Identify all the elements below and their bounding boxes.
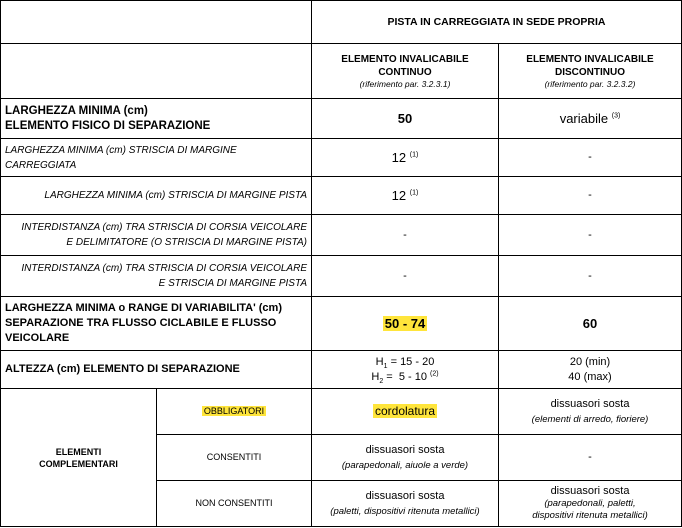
- row-value-col2: -: [499, 139, 682, 177]
- value-line1: dissuasori sosta: [550, 485, 630, 497]
- row-label-line1: LARGHEZZA MINIMA (cm): [5, 104, 148, 117]
- header-empty-cell: [1, 1, 312, 44]
- col2-title-line2: DISCONTINUO: [555, 66, 625, 78]
- value-line2: (paletti, dispositivi ritenuta metallici): [330, 505, 480, 517]
- row-value-col2: 60: [499, 297, 682, 351]
- table-row: [1, 256, 682, 297]
- h2-value: [316, 370, 494, 385]
- header-row-columns: [1, 44, 682, 99]
- row-label: ALTEZZA (cm) ELEMENTO DI SEPARAZIONE: [1, 351, 312, 389]
- value-line2: (parapedonali, aiuole a verde): [341, 459, 469, 471]
- h2-range: = 5 - 10: [383, 370, 431, 383]
- table-row: [1, 215, 682, 256]
- row-label-line1: INTERDISTANZA (cm) TRA STRISCIA DI CORSIA VEICOLARE: [21, 263, 307, 274]
- value-line1: dissuasori sosta: [365, 443, 445, 456]
- h1-value: [316, 355, 494, 370]
- row-label: LARGHEZZA MINIMA (cm) STRISCIA DI MARGINE PISTA: [1, 177, 312, 215]
- group-label-line2: COMPLEMENTARI: [39, 458, 118, 469]
- highlighted-label: OBBLIGATORI: [203, 406, 265, 416]
- obbligatori-col1: [312, 389, 499, 435]
- row-label: [1, 297, 312, 351]
- row-value-col1: 50: [312, 99, 499, 139]
- row-value-col1: [312, 297, 499, 351]
- row-label-line2: E DELIMITATORE (O STRISCIA DI MARGINE PISTA): [66, 237, 307, 248]
- row-label-line2: ELEMENTO FISICO DI SEPARAZIONE: [5, 119, 211, 132]
- value-line3: dispositivi ritenuta metallici): [532, 510, 648, 521]
- value-line2: (parapedonali, paletti,: [544, 498, 636, 509]
- row-value-col2: [499, 351, 682, 389]
- row-value-col1: -: [312, 215, 499, 256]
- table-row: [1, 139, 682, 177]
- consentiti-label: CONSENTITI: [157, 435, 312, 481]
- non-consentiti-col1: [312, 481, 499, 527]
- col1-title: ELEMENTO INVALICABILE CONTINUO: [341, 53, 469, 78]
- row-value-col1: [312, 351, 499, 389]
- highlighted-value: 50 - 74: [384, 316, 426, 331]
- col1-ref: (riferimento par. 3.2.3.1): [359, 78, 451, 89]
- value-line1: dissuasori sosta: [365, 489, 445, 502]
- row-label-line1: LARGHEZZA MINIMA o RANGE DI VARIABILITA' (cm): [5, 302, 282, 314]
- h1-subscript: 1: [383, 362, 388, 370]
- value-line2: 40 (max): [568, 370, 612, 383]
- row-value-col1: [312, 177, 499, 215]
- value-line1: dissuasori sosta: [550, 397, 630, 410]
- value-line2: (elementi di arredo, fioriere): [531, 413, 649, 425]
- h1-letter: H: [375, 355, 384, 368]
- table-row: [1, 389, 682, 435]
- row-value-col2: -: [499, 177, 682, 215]
- row-value-col2: [499, 99, 682, 139]
- value-line1: 20 (min): [569, 355, 611, 368]
- row-value-col2: -: [499, 256, 682, 297]
- h2-subscript: 2: [379, 377, 384, 385]
- row-value-col2: -: [499, 215, 682, 256]
- non-consentiti-label: NON CONSENTITI: [157, 481, 312, 527]
- value-text: 12: [391, 188, 407, 203]
- table-row: [1, 297, 682, 351]
- row-label: [1, 99, 312, 139]
- footnote-ref: (3): [611, 112, 621, 120]
- footnote-ref: (1): [409, 151, 419, 159]
- value-text: variabile: [559, 111, 609, 126]
- col2-title-line1: ELEMENTO INVALICABILE: [526, 53, 654, 65]
- row-label-line2: SEPARAZIONE TRA FLUSSO CICLABILE E FLUSSO VEICOLARE: [5, 317, 277, 344]
- row-label: LARGHEZZA MINIMA (cm) STRISCIA DI MARGINE CARREGGIATA: [1, 139, 312, 177]
- complementari-group-label: [1, 389, 157, 527]
- obbligatori-label: [157, 389, 312, 435]
- consentiti-col2: -: [499, 435, 682, 481]
- group-title: PISTA IN CARREGGIATA IN SEDE PROPRIA: [312, 1, 682, 44]
- highlighted-value: cordolatura: [374, 404, 436, 418]
- value-text: 12: [391, 150, 407, 165]
- table-row: [1, 351, 682, 389]
- header-empty-cell-2: [1, 44, 312, 99]
- header-row-group: [1, 1, 682, 44]
- row-value-col1: [312, 139, 499, 177]
- row-label-line2: E STRISCIA DI MARGINE PISTA: [158, 278, 307, 289]
- obbligatori-col2: [499, 389, 682, 435]
- col1-header: [312, 44, 499, 99]
- group-label-line1: ELEMENTI: [55, 446, 102, 457]
- footnote-ref: (1): [409, 189, 419, 197]
- col2-ref: (riferimento par. 3.2.3.2): [544, 78, 636, 89]
- row-label: [1, 256, 312, 297]
- table-row: [1, 99, 682, 139]
- table-row: [1, 177, 682, 215]
- footnote-ref: (2): [430, 369, 439, 377]
- non-consentiti-col2: [499, 481, 682, 527]
- h2-letter: H: [371, 370, 380, 383]
- col2-header: [499, 44, 682, 99]
- row-value-col1: -: [312, 256, 499, 297]
- h1-range: = 15 - 20: [387, 355, 435, 368]
- row-label: [1, 215, 312, 256]
- consentiti-col1: [312, 435, 499, 481]
- row-label-line1: INTERDISTANZA (cm) TRA STRISCIA DI CORSIA VEICOLARE: [21, 222, 307, 233]
